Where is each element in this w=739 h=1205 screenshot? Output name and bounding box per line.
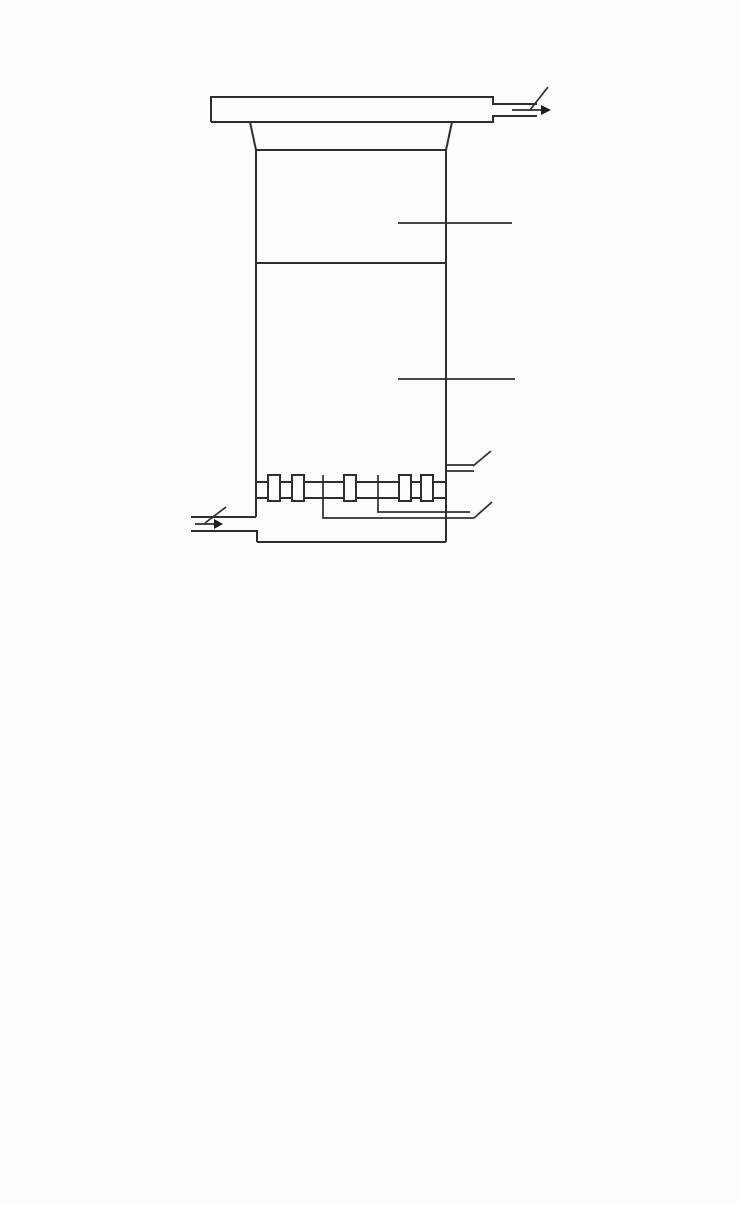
figure-caption	[15, 564, 725, 600]
label-5-leader	[530, 87, 548, 110]
label-2-leader	[474, 502, 492, 518]
clause-4-2-8	[15, 651, 725, 689]
page-content	[15, 5, 725, 697]
drain-pipe	[446, 465, 474, 471]
transition-cone	[250, 122, 452, 150]
label-6-leader	[473, 451, 491, 466]
section-heading	[15, 19, 725, 59]
distributor-nozzles	[268, 475, 433, 501]
collector-trough	[211, 97, 537, 122]
inlet-arrow-head	[214, 519, 223, 529]
outlet-arrow-head	[541, 105, 551, 115]
figure-diagram	[15, 59, 725, 564]
clause-line	[15, 651, 725, 689]
figure-legend	[15, 600, 725, 632]
inlet-pipe	[191, 517, 257, 542]
